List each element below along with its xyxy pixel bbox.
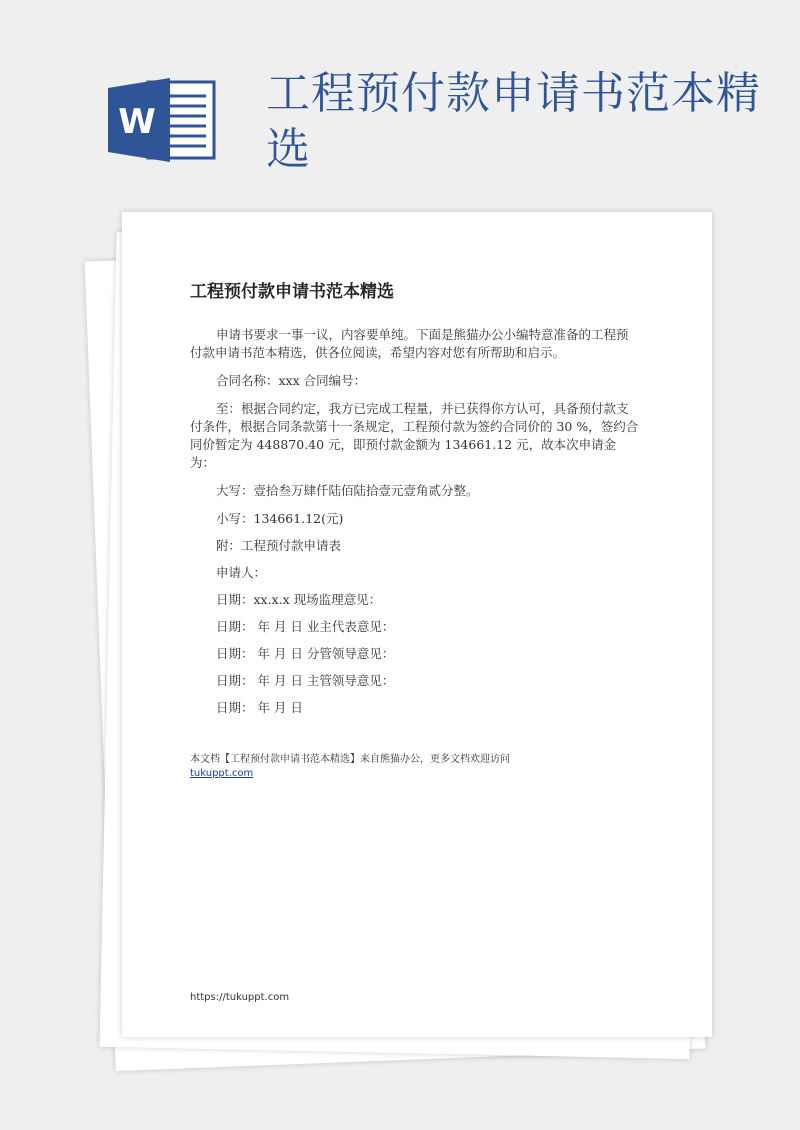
amount-upper: 大写：壹拾叁万肆仟陆佰陆拾壹元壹角贰分整。 (216, 483, 479, 498)
word-icon (108, 78, 218, 162)
document-body (190, 283, 640, 726)
date-line: 日期： 年 月 日 分管领导意见： (216, 646, 395, 661)
date-line: 日期：xx.x.x 现场监理意见： (216, 592, 382, 607)
date-line: 日期： 年 月 日 主管领导意见： (216, 673, 395, 688)
date-line: 日期： 年 月 日 业主代表意见： (216, 619, 395, 634)
footer-url: https://tukuppt.com (190, 992, 290, 1003)
applicant: 申请人： (216, 565, 267, 580)
date-line: 日期： 年 月 日 (216, 700, 303, 715)
svg-text:W: W (118, 102, 156, 142)
amount-lower: 小写：134661.12(元) (216, 511, 344, 526)
doc-heading: 工程预付款申请书范本精选 (190, 282, 394, 302)
contract-line: 合同名称：xxx 合同编号： (216, 373, 367, 388)
source-text: 本文档【工程预付款申请书范本精选】来自熊猫办公，更多文档欢迎访问 (190, 754, 510, 765)
source-link[interactable]: tukuppt.com (190, 768, 254, 779)
intro-paragraph: 申请书要求一事一议，内容要单纯。下面是熊猫办公小编特意准备的工程预付款申请书范本精选，供各位阅读，希望内容对您有所帮助和启示。 (190, 327, 629, 360)
body-paragraph: 至：根据合同约定，我方已完成工程量，并已获得你方认可，具备预付款支付条件，根据合同条款第十一条规定，工程预付款为签约合同价的 30 %，签约合同价暂定为 448870.40 元，即预付款金额为 134661.12 元，故本次申请金为： (190, 401, 639, 470)
source-note (190, 753, 510, 781)
attachment: 附：工程预付款申请表 (216, 538, 342, 553)
page-title: 工程预付款申请书范本精选 (266, 68, 761, 175)
